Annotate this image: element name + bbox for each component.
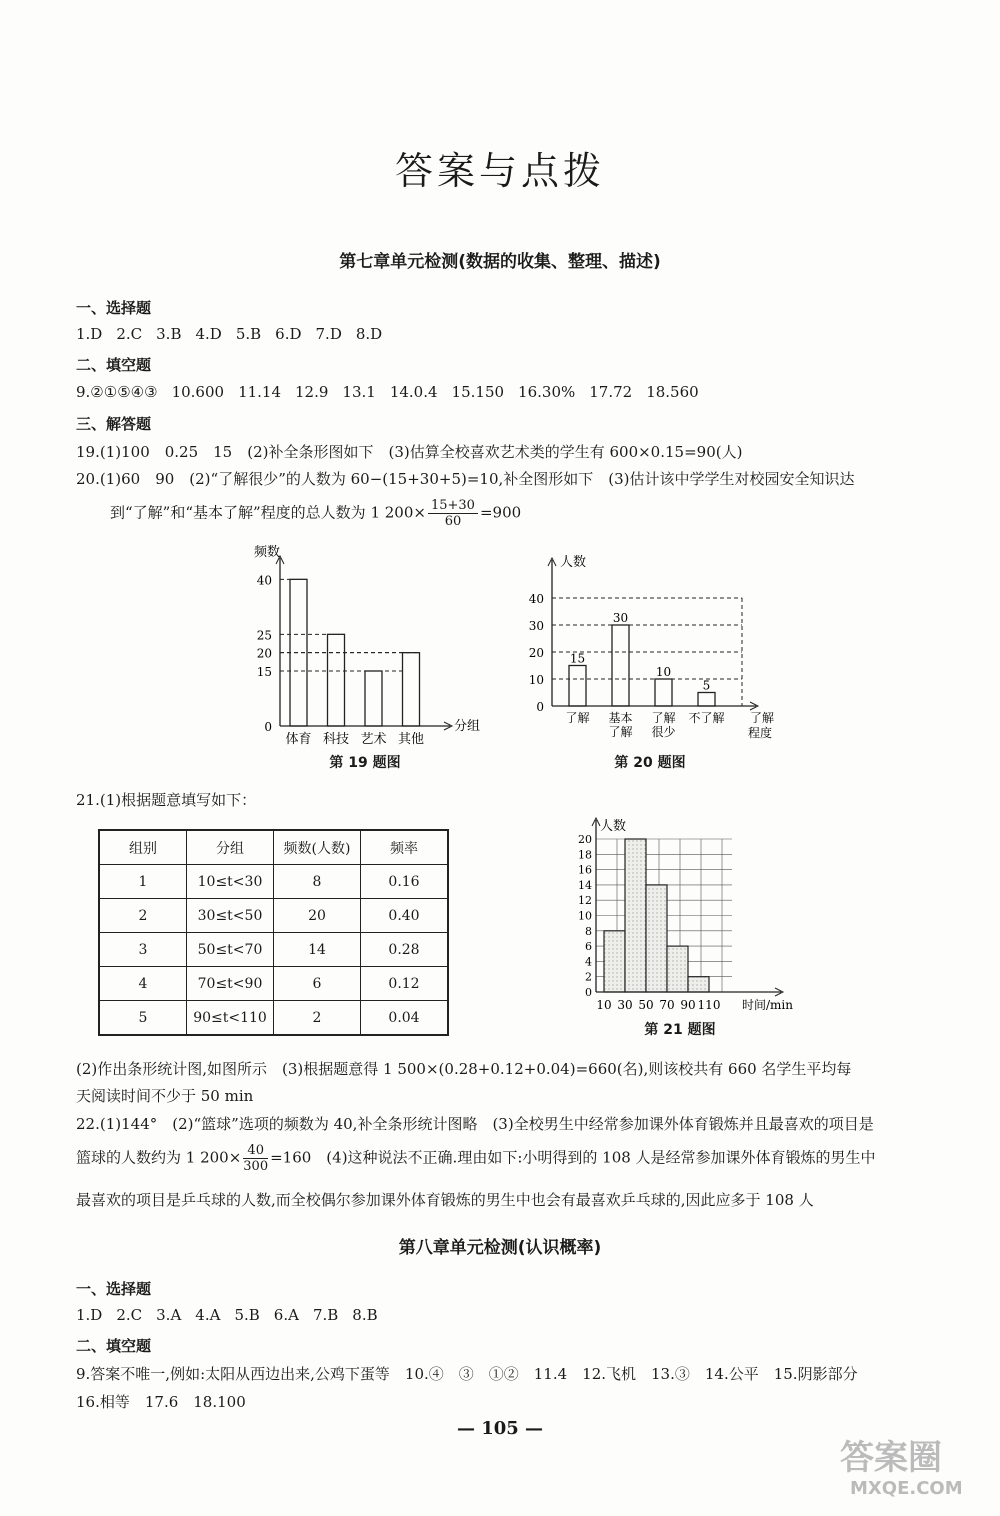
answer: 4.A (195, 1306, 221, 1324)
bar (698, 693, 715, 707)
y-tick-label: 0 (536, 700, 544, 714)
frequency-table (98, 829, 449, 1036)
answer: 16.30% (518, 383, 576, 401)
table-header-row (99, 830, 448, 865)
q21-intro: 21.(1)根据题意填写如下： (76, 791, 257, 809)
chart-q19-caption: 第 19 题图 (329, 755, 401, 771)
x-tick-label: 不了解 (688, 711, 725, 725)
answer: 7.D (315, 325, 342, 343)
ch8-choice-label: 一、选择题 (76, 1280, 152, 1298)
table-cell: 90≤t<110 (187, 1001, 274, 1036)
table-cell: 0.16 (361, 865, 449, 899)
chapter8-title: 第八章单元检测(认识概率) (398, 1238, 602, 1258)
chart-q19 (238, 540, 488, 752)
y-tick-label: 4 (585, 955, 592, 969)
x-tick-label: 70 (659, 998, 675, 1012)
table-row (99, 967, 448, 1001)
answer: 11.14 (238, 383, 282, 401)
q22-answer-line3: 最喜欢的项目是乒乓球的人数,而全校偶尔参加课外体育锻炼的男生中也会有最喜欢乒乓球的,因此应多于 108 人 (76, 1191, 814, 1209)
table-cell: 2 (274, 1001, 361, 1036)
bar (688, 977, 709, 992)
table-cell: 70≤t<90 (187, 967, 274, 1001)
table-cell: 10≤t<30 (187, 865, 274, 899)
page-title: 答案与点拨 (394, 149, 605, 193)
answer: 14.0.4 (389, 383, 438, 401)
x-tick-label: 其他 (397, 732, 425, 747)
data-label: 5 (702, 678, 711, 693)
x-tick-label: 10 (596, 998, 612, 1012)
ch8-fill-line1: 9.答案不唯一,例如:太阳从西边出来,公鸡下蛋等 10.④ ③ ①② 11.4 12.飞机 13.③ 14.公平 15.阴影部分 (76, 1365, 858, 1383)
y-tick-label: 6 (585, 940, 592, 954)
watermark-logo: 答案圈 (840, 1438, 942, 1478)
bar (604, 931, 625, 992)
table-cell: 1 (99, 865, 187, 899)
ch8-fill-line2: 16.相等 17.6 18.100 (76, 1393, 246, 1411)
table-cell: 0.12 (361, 967, 449, 1001)
x-tick-label: 很少 (651, 725, 676, 739)
q22-answer-line1: 22.(1)144° (2)“篮球”选项的频数为 40,补全条形统计图略 (3)全校男生中经常参加课外体育锻炼并且最喜欢的项目是 (76, 1115, 874, 1133)
table-cell: 8 (274, 865, 361, 899)
q20-answer-line1: 20.(1)60 90 (2)“了解很少”的人数为 60−(15+30+5)=10,补全图形如下 (3)估计该中学学生对校园安全知识达 (76, 470, 855, 488)
answer: 12.9 (295, 383, 329, 401)
answer: 8.D (355, 325, 383, 343)
y-tick-label: 40 (528, 592, 544, 606)
ch7-choice-answers (76, 325, 396, 343)
table-cell: 50≤t<70 (187, 933, 274, 967)
y-tick-label: 12 (578, 894, 592, 908)
y-tick-label: 25 (256, 628, 272, 643)
chart-q20-caption: 第 20 题图 (614, 755, 686, 771)
ch7-choice-label: 一、选择题 (76, 299, 152, 317)
q19-answer: 19.(1)100 0.25 15 (2)补全条形图如下 (3)估算全校喜欢艺术类的学生有 600×0.15=90(人) (76, 443, 743, 461)
table-header: 组别 (99, 830, 187, 865)
watermark-url: MXQE.COM (850, 1478, 963, 1499)
chapter7-title: 第七章单元检测(数据的收集、整理、描述) (339, 252, 661, 272)
y-tick-label: 40 (256, 573, 272, 588)
answer: 8.B (352, 1306, 378, 1324)
y-tick-label: 8 (585, 924, 592, 938)
table-cell: 3 (99, 933, 187, 967)
page-number: — 105 — (456, 1418, 544, 1439)
ch7-solve-label: 三、解答题 (76, 415, 152, 433)
fraction: $\frac{40}{300}$ (243, 1143, 269, 1174)
fraction: $\frac{15+30}{60}$ (428, 498, 478, 529)
x-tick-label: 30 (617, 998, 633, 1012)
data-label: 10 (655, 665, 672, 679)
y-tick-label: 18 (578, 848, 592, 862)
table-header: 频率 (361, 830, 449, 865)
x-tick-label: 艺术 (360, 732, 387, 747)
table-row (99, 1001, 448, 1036)
answer: 3.B (156, 325, 182, 343)
y-tick-label: 2 (585, 970, 592, 984)
x-axis-label: 了解 (750, 711, 775, 725)
y-tick-label: 0 (585, 986, 592, 999)
table-row (99, 933, 448, 967)
answer: 2.C (116, 325, 143, 343)
y-tick-label: 0 (264, 720, 272, 734)
x-tick-label: 50 (638, 998, 654, 1012)
y-tick-label: 30 (528, 619, 544, 633)
ch8-choice-answers (76, 1306, 392, 1324)
bar (612, 625, 629, 706)
y-axis-label: 人数 (600, 819, 627, 834)
table-cell: 14 (274, 933, 361, 967)
table-cell: 5 (99, 1001, 187, 1036)
data-label: 15 (569, 651, 586, 666)
table-cell: 0.40 (361, 899, 449, 933)
x-tick-label: 了解 (565, 711, 590, 725)
table-cell: 0.28 (361, 933, 449, 967)
y-axis-label: 人数 (560, 555, 587, 570)
answer: 18.560 (646, 383, 699, 401)
bar (328, 634, 345, 726)
y-tick-label: 14 (578, 878, 592, 892)
answer: 2.C (116, 1306, 143, 1324)
answer: 10.600 (171, 383, 225, 401)
q21-answer-line1: (2)作出条形统计图,如图所示 (3)根据题意得 1 500×(0.28+0.12+0.04)=660(名),则该校共有 660 名学生平均每 (76, 1060, 852, 1078)
bar (403, 653, 420, 726)
bar (667, 946, 688, 992)
table-cell: 2 (99, 899, 187, 933)
table-header: 频数(人数) (274, 830, 361, 865)
x-axis-label: 程度 (748, 726, 773, 740)
y-tick-label: 20 (256, 646, 272, 661)
y-tick-label: 10 (578, 909, 592, 923)
answer: 5.B (235, 325, 262, 343)
chart-q21 (560, 812, 820, 1017)
bar (365, 671, 382, 726)
y-tick-label: 20 (528, 646, 544, 660)
x-tick-label: 110 (697, 998, 721, 1012)
y-tick-label: 10 (528, 673, 544, 687)
x-axis-label: 分组 (454, 719, 481, 734)
q20-answer-line2: 到“了解”和“基本了解”程度的总人数为 1 200× $\frac{15+30}{60}$ =900 (110, 498, 522, 529)
answer: 5.B (234, 1306, 260, 1324)
table-cell: 30≤t<50 (187, 899, 274, 933)
y-axis-label: 频数 (254, 545, 281, 560)
bar (625, 839, 646, 992)
ch8-fill-label: 二、填空题 (76, 1337, 152, 1355)
answer: 15.150 (451, 383, 505, 401)
data-label: 30 (612, 611, 629, 625)
answer: 1.D (76, 1306, 103, 1324)
bar (646, 885, 667, 992)
answer: 3.A (156, 1306, 182, 1324)
table-row (99, 865, 448, 899)
answer: 4.D (195, 325, 222, 343)
answer: 13.1 (342, 383, 376, 401)
answer: 9.②①⑤④③ (76, 383, 158, 401)
answer: 6.A (273, 1306, 299, 1324)
x-axis-label: 时间/min (742, 998, 793, 1012)
y-tick-label: 20 (578, 833, 592, 846)
x-tick-label: 了解 (651, 711, 676, 725)
table-header: 分组 (187, 830, 274, 865)
x-tick-label: 科技 (322, 732, 350, 747)
table-cell: 6 (274, 967, 361, 1001)
table-cell: 0.04 (361, 1001, 449, 1036)
y-tick-label: 16 (578, 863, 592, 877)
table-cell: 4 (99, 967, 187, 1001)
table-row (99, 899, 448, 933)
answer: 1.D (76, 325, 103, 343)
q21-answer-line2: 天阅读时间不少于 50 min (76, 1087, 254, 1105)
table-cell: 20 (274, 899, 361, 933)
answer: 6.D (275, 325, 302, 343)
x-tick-label: 体育 (285, 732, 312, 747)
ch7-fill-answers (76, 383, 713, 401)
q22-answer-line2: 篮球的人数约为 1 200× $\frac{40}{300}$ =160 (4)这种说法不正确.理由如下:小明得到的 108 人是经常参加课外体育锻炼的男生中 (76, 1143, 876, 1174)
chart-q21-caption: 第 21 题图 (644, 1022, 716, 1038)
bar (569, 666, 586, 707)
ch7-fill-label: 二、填空题 (76, 356, 152, 374)
answer: 17.72 (589, 383, 633, 401)
x-tick-label: 90 (680, 998, 696, 1012)
y-tick-label: 15 (256, 665, 272, 679)
bar (655, 679, 672, 706)
x-tick-label: 基本 (608, 711, 633, 725)
answer: 7.B (312, 1306, 339, 1324)
x-tick-label: 了解 (608, 725, 633, 739)
chart-q20 (512, 548, 792, 748)
